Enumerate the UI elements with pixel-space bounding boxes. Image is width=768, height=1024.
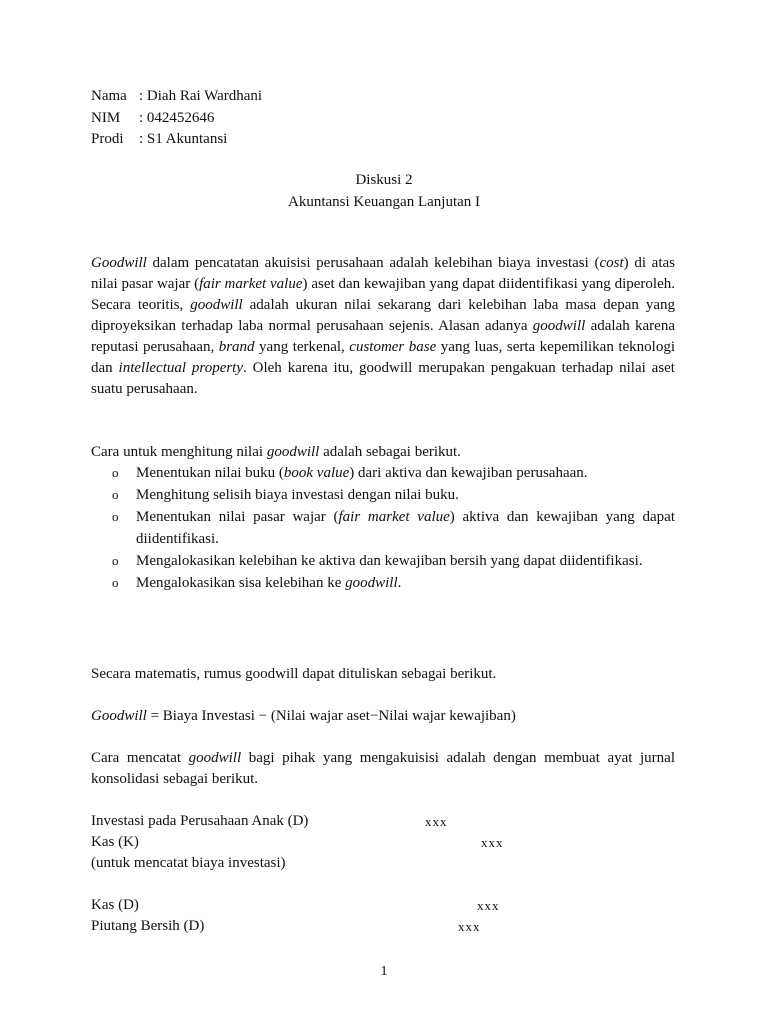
list-item xyxy=(112,462,675,484)
text-run: Menghitung selisih biaya investasi dengan nilai buku. xyxy=(136,487,459,503)
journal-account: Investasi pada Perusahaan Anak (D) xyxy=(91,813,309,829)
text-run: ) dari aktiva dan kewajiban perusahaan. xyxy=(349,465,588,481)
goodwill-formula xyxy=(91,706,675,727)
bullet-icon: o xyxy=(112,465,119,480)
journal-entries xyxy=(91,811,691,937)
em-text: intellectual property xyxy=(118,360,244,376)
em-text: Goodwill xyxy=(91,708,147,724)
text-run: yang luas, serta kepemilikan teknologi dan xyxy=(91,339,675,376)
nama-value: : Diah Rai Wardhani xyxy=(139,88,263,104)
journal-row xyxy=(91,916,691,937)
text-run: Cara mencatat xyxy=(91,750,189,766)
text-run: . Oleh karena itu, goodwill merupakan pengakuan terhadap nilai aset suatu perusahaan. xyxy=(91,360,675,397)
text-run: Mengalokasikan sisa kelebihan ke xyxy=(136,575,346,591)
journal-row xyxy=(91,895,691,916)
em-text: fair market value xyxy=(199,276,303,292)
journal-row xyxy=(91,853,691,874)
nim-row xyxy=(91,108,262,130)
journal-row xyxy=(91,811,691,832)
em-text: goodwill xyxy=(345,575,398,591)
list-item xyxy=(112,550,675,572)
em-text: cost xyxy=(599,255,624,271)
bullet-icon: o xyxy=(112,575,119,590)
text-run: adalah sebagai berikut. xyxy=(319,444,461,460)
calculation-intro-paragraph xyxy=(91,442,675,463)
text-run: = Biaya Investasi − (Nilai wajar aset−Nilai wajar kewajiban) xyxy=(146,708,516,724)
document-titles xyxy=(0,170,768,213)
journal-amount: xxx xyxy=(481,835,504,850)
journal-account: Piutang Bersih (D) xyxy=(91,918,205,934)
text-run: ) aset dan kewajiban yang dapat diidentifikasi yang diperoleh. Secara teoritis, xyxy=(91,276,675,313)
em-text: book value xyxy=(283,465,350,481)
journal-amount: xxx xyxy=(425,814,448,829)
em-text: fair market value xyxy=(338,509,450,525)
journal-row xyxy=(91,832,691,853)
text-run: . xyxy=(397,575,402,591)
prodi-row xyxy=(91,129,262,151)
formula-intro-paragraph: Secara matematis, rumus goodwill dapat dituliskan sebagai berikut. xyxy=(91,666,497,682)
text-run: bagi pihak yang mengakuisisi adalah dengan membuat ayat jurnal konsolidasi sebagai berikut. xyxy=(91,750,676,787)
em-text: Goodwill xyxy=(91,255,147,271)
journal-amount: xxx xyxy=(477,898,500,913)
em-text: brand xyxy=(218,339,255,355)
bullet-icon: o xyxy=(112,553,119,568)
document-title: Diskusi 2 xyxy=(355,172,413,188)
journal-account: Kas (D) xyxy=(91,897,139,913)
em-text: goodwill xyxy=(266,444,320,460)
student-info xyxy=(91,86,262,151)
text-run: Menentukan nilai pasar wajar ( xyxy=(136,509,339,525)
prodi-label: Prodi xyxy=(91,131,124,147)
em-text: goodwill xyxy=(532,318,586,334)
document-subtitle: Akuntansi Keuangan Lanjutan I xyxy=(287,193,481,210)
journal-intro-paragraph xyxy=(91,748,675,790)
text-run: adalah karena reputasi perusahaan, xyxy=(91,318,675,355)
text-run: Mengalokasikan kelebihan ke aktiva dan kewajiban bersih yang dapat diidentifikasi. xyxy=(136,553,643,569)
bullet-icon: o xyxy=(112,509,119,524)
nama-row xyxy=(91,86,262,108)
page-number: 1 xyxy=(380,964,388,979)
text-run: Menentukan nilai buku ( xyxy=(136,465,284,481)
em-text: goodwill xyxy=(190,297,243,313)
text-run: adalah ukuran nilai sekarang dari kelebihan laba masa depan yang diproyeksikan terhadap laba normal perusahaan sejenis. Alasan adanya xyxy=(91,297,675,334)
goodwill-definition-paragraph xyxy=(91,253,675,400)
journal-account: Kas (K) xyxy=(91,834,139,850)
calculation-steps-list xyxy=(112,462,675,594)
list-item xyxy=(112,572,675,594)
text-run: Cara untuk menghitung nilai xyxy=(91,444,267,460)
text-run: ) aktiva dan kewajiban yang dapat diidentifikasi. xyxy=(136,509,676,547)
journal-amount: xxx xyxy=(458,919,481,934)
text-run: ) di atas nilai pasar wajar ( xyxy=(91,255,676,292)
spacer xyxy=(91,874,691,895)
journal-note: (untuk mencatat biaya investasi) xyxy=(91,855,286,871)
prodi-value: : S1 Akuntansi xyxy=(139,131,228,147)
text-run: yang terkenal, xyxy=(254,339,350,355)
nim-label: NIM xyxy=(91,109,121,126)
bullet-icon: o xyxy=(112,487,119,502)
nama-label: Nama xyxy=(91,88,127,104)
em-text: goodwill xyxy=(188,750,242,766)
text-run: dalam pencatatan akuisisi perusahaan adalah kelebihan biaya investasi ( xyxy=(146,255,600,271)
em-text: customer base xyxy=(349,339,437,355)
list-item xyxy=(112,484,675,506)
nim-value: : 042452646 xyxy=(139,109,215,126)
list-item xyxy=(112,506,675,550)
